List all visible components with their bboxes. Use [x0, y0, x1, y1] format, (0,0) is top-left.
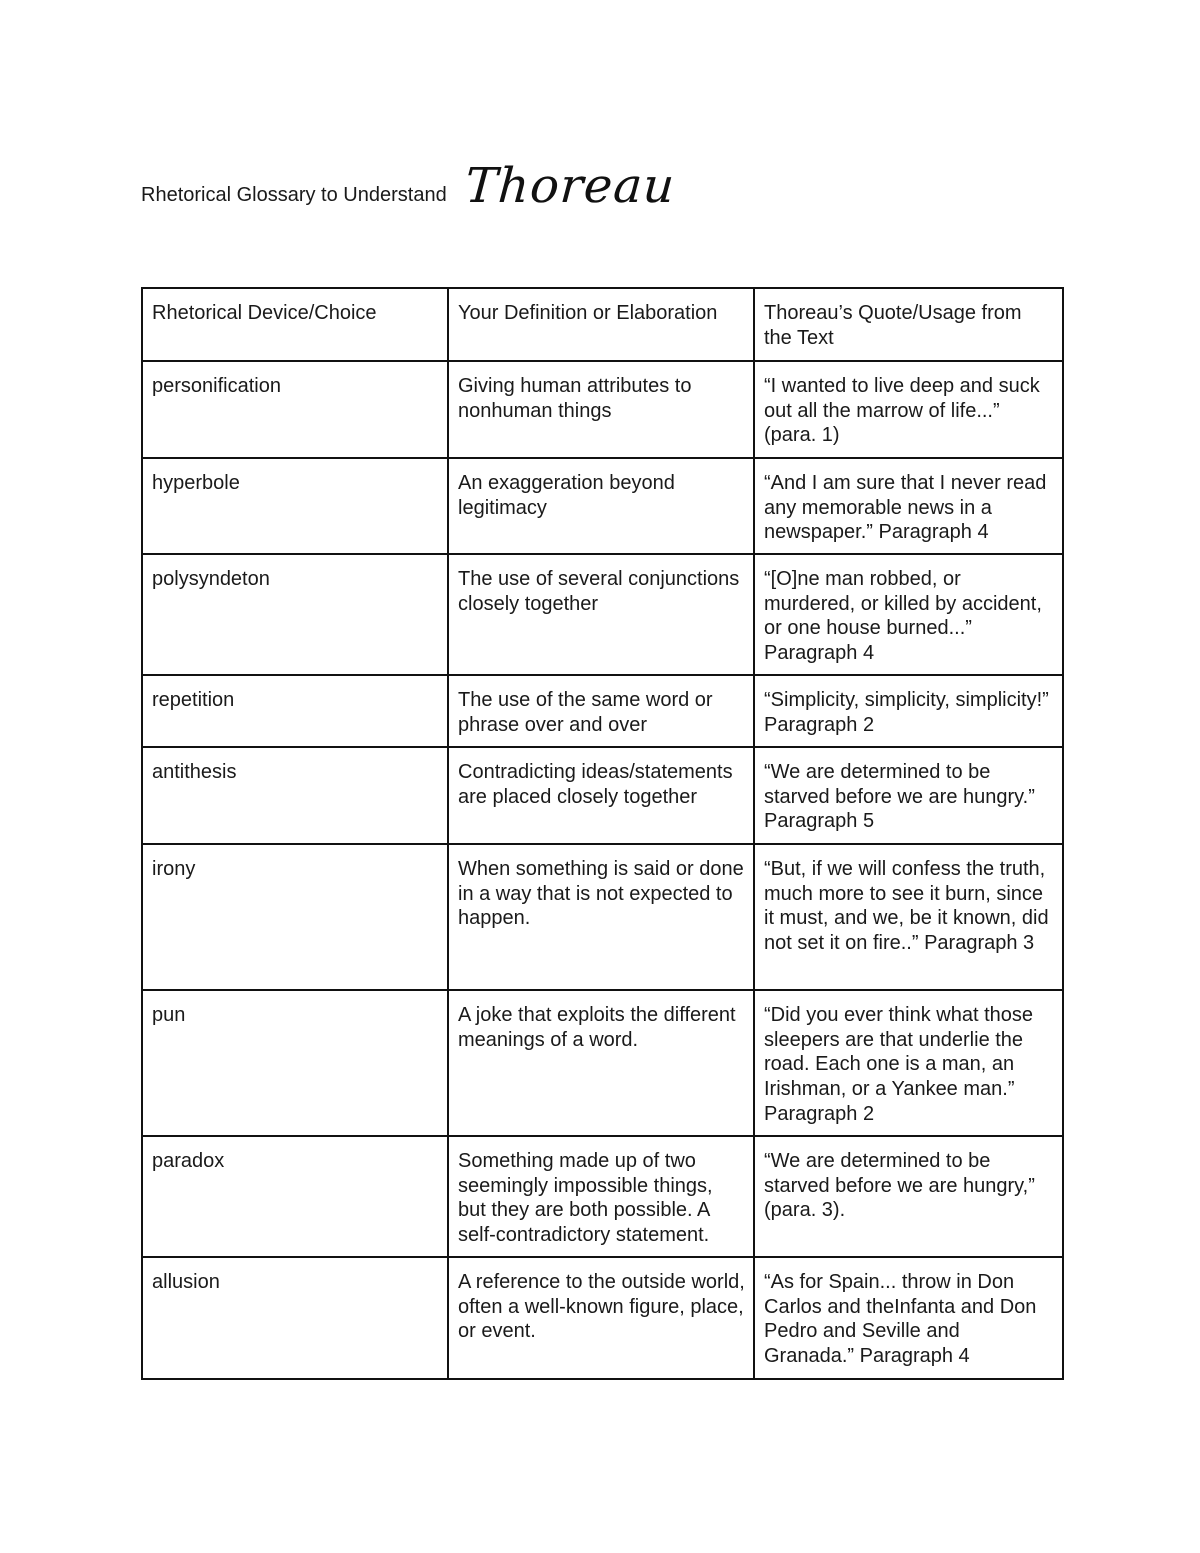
cell-definition: A joke that exploits the different meanings of a word.	[448, 990, 754, 1136]
cell-device: hyperbole	[142, 458, 448, 554]
page-title	[141, 158, 677, 218]
cell-definition: The use of the same word or phrase over and over	[448, 675, 754, 747]
cell-device: pun	[142, 990, 448, 1136]
cell-definition: Something made up of two seemingly impossible things, but they are both possible. A self-contradictory statement.	[448, 1136, 754, 1257]
table-row	[142, 554, 1063, 675]
table-row	[142, 747, 1063, 844]
cell-definition: An exaggeration beyond legitimacy	[448, 458, 754, 554]
title-handwritten-word: Thoreau	[463, 158, 677, 214]
table-row	[142, 990, 1063, 1136]
cell-device: allusion	[142, 1257, 448, 1379]
cell-definition: Contradicting ideas/statements are placed closely together	[448, 747, 754, 844]
cell-device: polysyndeton	[142, 554, 448, 675]
cell-quote: “And I am sure that I never read any memorable news in a newspaper.” Paragraph 4	[754, 458, 1063, 554]
cell-quote: “We are determined to be starved before we are hungry.” Paragraph 5	[754, 747, 1063, 844]
cell-quote: “But, if we will confess the truth, much more to see it burn, since it must, and we, be it known, did not set it on fire..” Paragraph 3	[754, 844, 1063, 990]
cell-definition: When something is said or done in a way that is not expected to happen.	[448, 844, 754, 990]
glossary-table	[141, 287, 1064, 1380]
table-row	[142, 361, 1063, 458]
cell-definition: A reference to the outside world, often a well-known figure, place, or event.	[448, 1257, 754, 1379]
cell-quote: “I wanted to live deep and suck out all the marrow of life...” (para. 1)	[754, 361, 1063, 458]
cell-definition: Giving human attributes to nonhuman things	[448, 361, 754, 458]
cell-device: irony	[142, 844, 448, 990]
cell-device: repetition	[142, 675, 448, 747]
header-definition: Your Definition or Elaboration	[448, 288, 754, 361]
table-row	[142, 1136, 1063, 1257]
cell-quote: “[O]ne man robbed, or murdered, or killed by accident, or one house burned...” Paragraph 4	[754, 554, 1063, 675]
cell-quote: “Did you ever think what those sleepers are that underlie the road. Each one is a man, an Irishman, or a Yankee man.” Paragraph 2	[754, 990, 1063, 1136]
header-quote: Thoreau’s Quote/Usage from the Text	[754, 288, 1063, 361]
cell-device: antithesis	[142, 747, 448, 844]
cell-definition: The use of several conjunctions closely together	[448, 554, 754, 675]
title-prefix: Rhetorical Glossary to Understand	[141, 184, 447, 206]
cell-quote: “Simplicity, simplicity, simplicity!” Paragraph 2	[754, 675, 1063, 747]
table-row	[142, 844, 1063, 990]
cell-quote: “As for Spain... throw in Don Carlos and theInfanta and Don Pedro and Seville and Granada.” Paragraph 4	[754, 1257, 1063, 1379]
table-row	[142, 458, 1063, 554]
table-row	[142, 1257, 1063, 1379]
header-device: Rhetorical Device/Choice	[142, 288, 448, 361]
cell-device: personification	[142, 361, 448, 458]
table-row	[142, 675, 1063, 747]
cell-quote: “We are determined to be starved before we are hungry,” (para. 3).	[754, 1136, 1063, 1257]
cell-device: paradox	[142, 1136, 448, 1257]
table-header-row	[142, 288, 1063, 361]
